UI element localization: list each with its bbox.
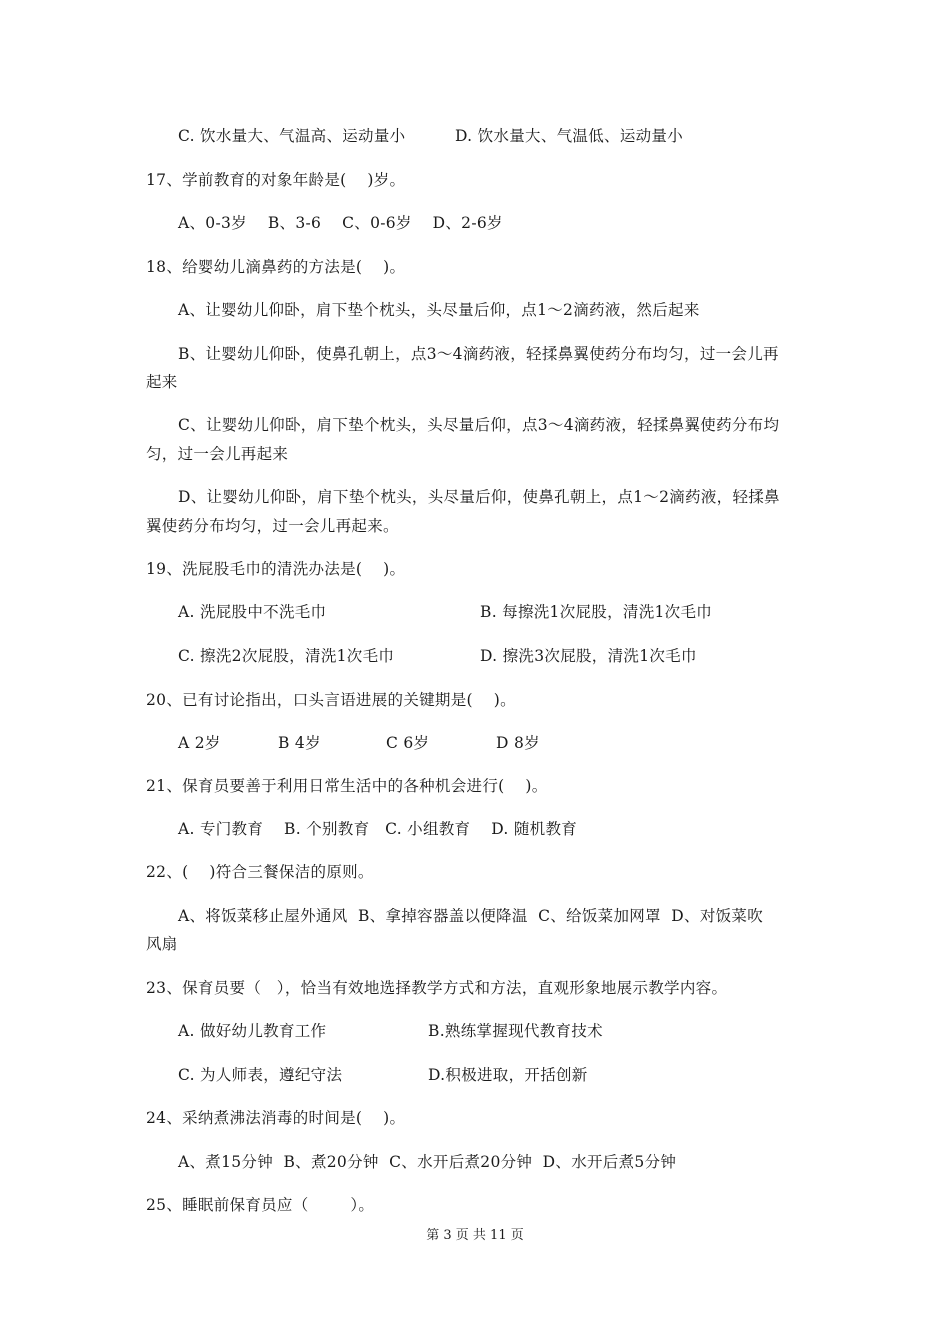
q17-options: A、0-3岁 B、3-6 C、0-6岁 D、2-6岁: [178, 214, 503, 232]
q23-option-b: B.熟练掌握现代教育技术: [428, 1022, 603, 1040]
q19-option-a: A. 洗屁股中不洗毛巾: [178, 603, 327, 621]
q18-option-d-line1: D、让婴幼儿仰卧，肩下垫个枕头，头尽量后仰，使鼻孔朝上，点1～2滴药液，轻揉鼻: [178, 488, 780, 506]
q20-option-a: A 2岁: [178, 734, 221, 752]
page-footer: 第 3 页 共 11 页: [426, 1228, 524, 1243]
q19-stem: 19、洗屁股毛巾的清洗办法是( )。: [146, 560, 406, 578]
q20-option-b: B 4岁: [278, 734, 321, 752]
q22-options-line1: A、将饭菜移止屋外通风 B、拿掉容器盖以便降温 C、给饭菜加网罩 D、对饭菜吹: [178, 907, 764, 925]
q20-option-d: D 8岁: [496, 734, 540, 752]
q18-option-b-line2: 起来: [146, 373, 178, 391]
q23-option-d: D.积极进取，开括创新: [428, 1066, 588, 1084]
q23-option-a: A. 做好幼儿教育工作: [178, 1022, 327, 1040]
q25-stem: 25、睡眠前保育员应（ ）。: [146, 1196, 375, 1214]
q17-stem: 17、学前教育的对象年龄是( )岁。: [146, 171, 406, 189]
q22-stem: 22、( )符合三餐保洁的原则。: [146, 863, 374, 881]
q19-option-c: C. 擦洗2次屁股，清洗1次毛巾: [178, 647, 395, 665]
q20-stem: 20、已有讨论指出，口头言语进展的关键期是( )。: [146, 691, 516, 709]
q24-options: A、煮15分钟 B、煮20分钟 C、水开后煮20分钟 D、水开后煮5分钟: [178, 1153, 677, 1171]
q20-option-c: C 6岁: [386, 734, 430, 752]
q18-option-a: A、让婴幼儿仰卧，肩下垫个枕头，头尽量后仰，点1～2滴药液，然后起来: [178, 301, 700, 319]
q18-option-d-line2: 翼使药分布均匀，过一会儿再起来。: [146, 517, 399, 535]
q21-options: A. 专门教育 B. 个别教育 C. 小组教育 D. 随机教育: [178, 820, 578, 838]
q23-option-c: C. 为人师表，遵纪守法: [178, 1066, 343, 1084]
q18-option-c-line2: 匀，过一会儿再起来: [146, 445, 289, 463]
q23-stem: 23、保育员要（ ），恰当有效地选择教学方式和方法，直观形象地展示教学内容。: [146, 979, 728, 997]
q18-stem: 18、给婴幼儿滴鼻药的方法是( )。: [146, 258, 406, 276]
q16-option-c: C. 饮水量大、气温高、运动量小: [178, 127, 406, 145]
q21-stem: 21、保育员要善于利用日常生活中的各种机会进行( )。: [146, 777, 548, 795]
q19-option-b: B. 每擦洗1次屁股，清洗1次毛巾: [480, 603, 713, 621]
q24-stem: 24、采纳煮沸法消毒的时间是( )。: [146, 1109, 406, 1127]
q22-options-line2: 风扇: [146, 935, 178, 953]
q18-option-b-line1: B、让婴幼儿仰卧，使鼻孔朝上，点3～4滴药液，轻揉鼻翼使药分布均匀，过一会儿再: [178, 345, 779, 363]
q18-option-c-line1: C、让婴幼儿仰卧，肩下垫个枕头，头尽量后仰，点3～4滴药液，轻揉鼻翼使药分布均: [178, 416, 780, 434]
q16-option-d: D. 饮水量大、气温低、运动量小: [455, 127, 684, 145]
q19-option-d: D. 擦洗3次屁股，清洗1次毛巾: [480, 647, 697, 665]
